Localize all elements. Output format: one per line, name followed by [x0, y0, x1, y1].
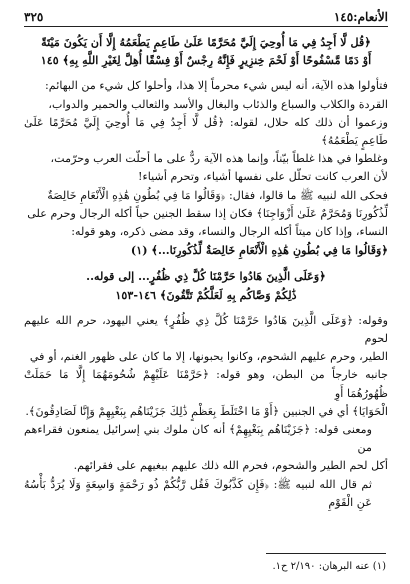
surah-title: الأنعام:١٤٥: [333, 10, 388, 24]
paragraph-line: ومعنى قوله: ﴿جَزَيْنَاهُم بِبَغْيِهِمْ﴾ أنه كان ملوك بني إسرائيل يمنعون فقراءهم من: [24, 423, 372, 455]
verse-line: ﴿قُل لَّا أَجِدُ فِي مَا أُوحِيَ إِلَيَّ مُحَرَّمًا عَلَىٰ طَاعِمٍ يَطْعَمُهُ إِلَّا أَن يَكُونَ مَيْتَةً: [41, 35, 371, 49]
paragraph-line: ثم قال الله لنبيه ﷺ: ﴿فَإِن كَذَّبُوكَ فَقُل رَّبُّكُمْ ذُو رَحْمَةٍ وَاسِعَةٍ وَلَا يُرَدُّ بَأْسُهُ عَنِ الْقَوْمِ: [24, 477, 372, 509]
opening-verse: [24, 33, 388, 69]
paragraph-line: فتأولوا هذه الآية، أنه ليس شيء محرماً إلا هذا، وأحلوا كل شيء من البهائم:: [45, 79, 388, 93]
paragraph-line: النساء، وإذا كان ميتاً أكله الرجال والنساء، وقد مضى ذكره، وهو قوله:: [71, 225, 388, 239]
quote-line: ﴿وَقَالُوا مَا فِي بُطُونِ هَٰذِهِ الْأَنْعَامِ خَالِصَةٌ لِّذُكُورِنَا...﴾ (١): [130, 243, 388, 258]
verse-line: ﴿وَعَلَى الَّذِينَ هَادُوا حَرَّمْنَا كُلَّ ذِي ظُفُرٍ... إلى قوله..: [86, 269, 326, 284]
verse-line: أَوْ دَمًا مَّسْفُوحًا أَوْ لَحْمَ خِنزِيرٍ فَإِنَّهُ رِجْسٌ أَوْ فِسْقًا أُهِلَّ لِغَيْرِ اللَّهِ بِهِ﴾ ١٤٥: [40, 53, 372, 68]
paragraph-line: لأن العرب كانت تحلّل على نفسها أشياء، وتحرم أشياء!: [137, 170, 388, 184]
page-header: [24, 10, 388, 27]
paragraph-line: جانبه خارجاً من البطن، وهو قوله: ﴿حَرَّمْنَا عَلَيْهِمْ شُحُومَهُمَا إِلَّا مَا حَمَلَتْ ظُهُورُهُمَا أَوِ: [24, 368, 388, 400]
paragraph-line: فحكى الله لنبيه ﷺ ما قالوا، فقال: ﴿وَقَالُوا مَا فِي بُطُونِ هَٰذِهِ الْأَنْعَامِ خَالِصَةٌ: [47, 188, 388, 202]
verse-line: ذَٰلِكُمْ وَصَّاكُم بِهِ لَعَلَّكُمْ تَتَّقُونَ﴾ ١٤٦-١٥٣: [115, 287, 297, 302]
paragraph-line: لِّذُكُورِنَا وَمُحَرَّمٌ عَلَىٰ أَزْوَاجِنَا﴾ فكان إذا سقط الجنين حياً أكله الرجال وحرم على: [27, 206, 388, 220]
footnote-divider: [266, 553, 386, 554]
paragraph-line: وقوله: ﴿وَعَلَى الَّذِينَ هَادُوا حَرَّمْنَا كُلَّ ذِي ظُفُرٍ﴾ يعني اليهود، حرم الله عليهم لحوم: [24, 313, 388, 346]
paragraph-line: وغلطوا في هذا غلطاً بيّناً، وإنما هذه الآية ردٌّ على ما أحلّت العرب وحرّمت،: [50, 152, 388, 166]
paragraph-line: وزعموا أن ذلك كله حلال، لقوله: ﴿قُل لَّا أَجِدُ فِي مَا أُوحِيَ إِلَيَّ مُحَرَّمًا عَلَىٰ طَاعِمٍ يَطْعَمُهُ﴾: [24, 115, 388, 148]
page-number: ٣٢٥: [24, 10, 44, 24]
body-text: [24, 33, 388, 512]
paragraph-line: أكل لحم الطير والشحوم، فحرم الله ذلك عليهم ببغيهم على فقرائهم.: [73, 459, 388, 473]
paragraph-line: الْحَوَايَا﴾ أي في الجنبين ﴿أَوْ مَا اخْتَلَطَ بِعَظْمٍ ذَٰلِكَ جَزَيْنَاهُم بِبَغْيِهِمْ وَإِنَّا لَصَادِقُونَ﴾.: [25, 404, 388, 418]
paragraph-line: الطير، وحرم عليهم الشحوم، وكانوا يحبونها، إلا ما كان على ظهور الغنم، أو في: [29, 350, 388, 364]
footnote: (١) عنه البرهان: ٢/١٩٠ ح١.: [272, 561, 386, 572]
paragraph-line: القردة والكلاب والسباع والذئاب والبغال والأسد والثعالب والحمير والدواب،: [48, 97, 388, 111]
